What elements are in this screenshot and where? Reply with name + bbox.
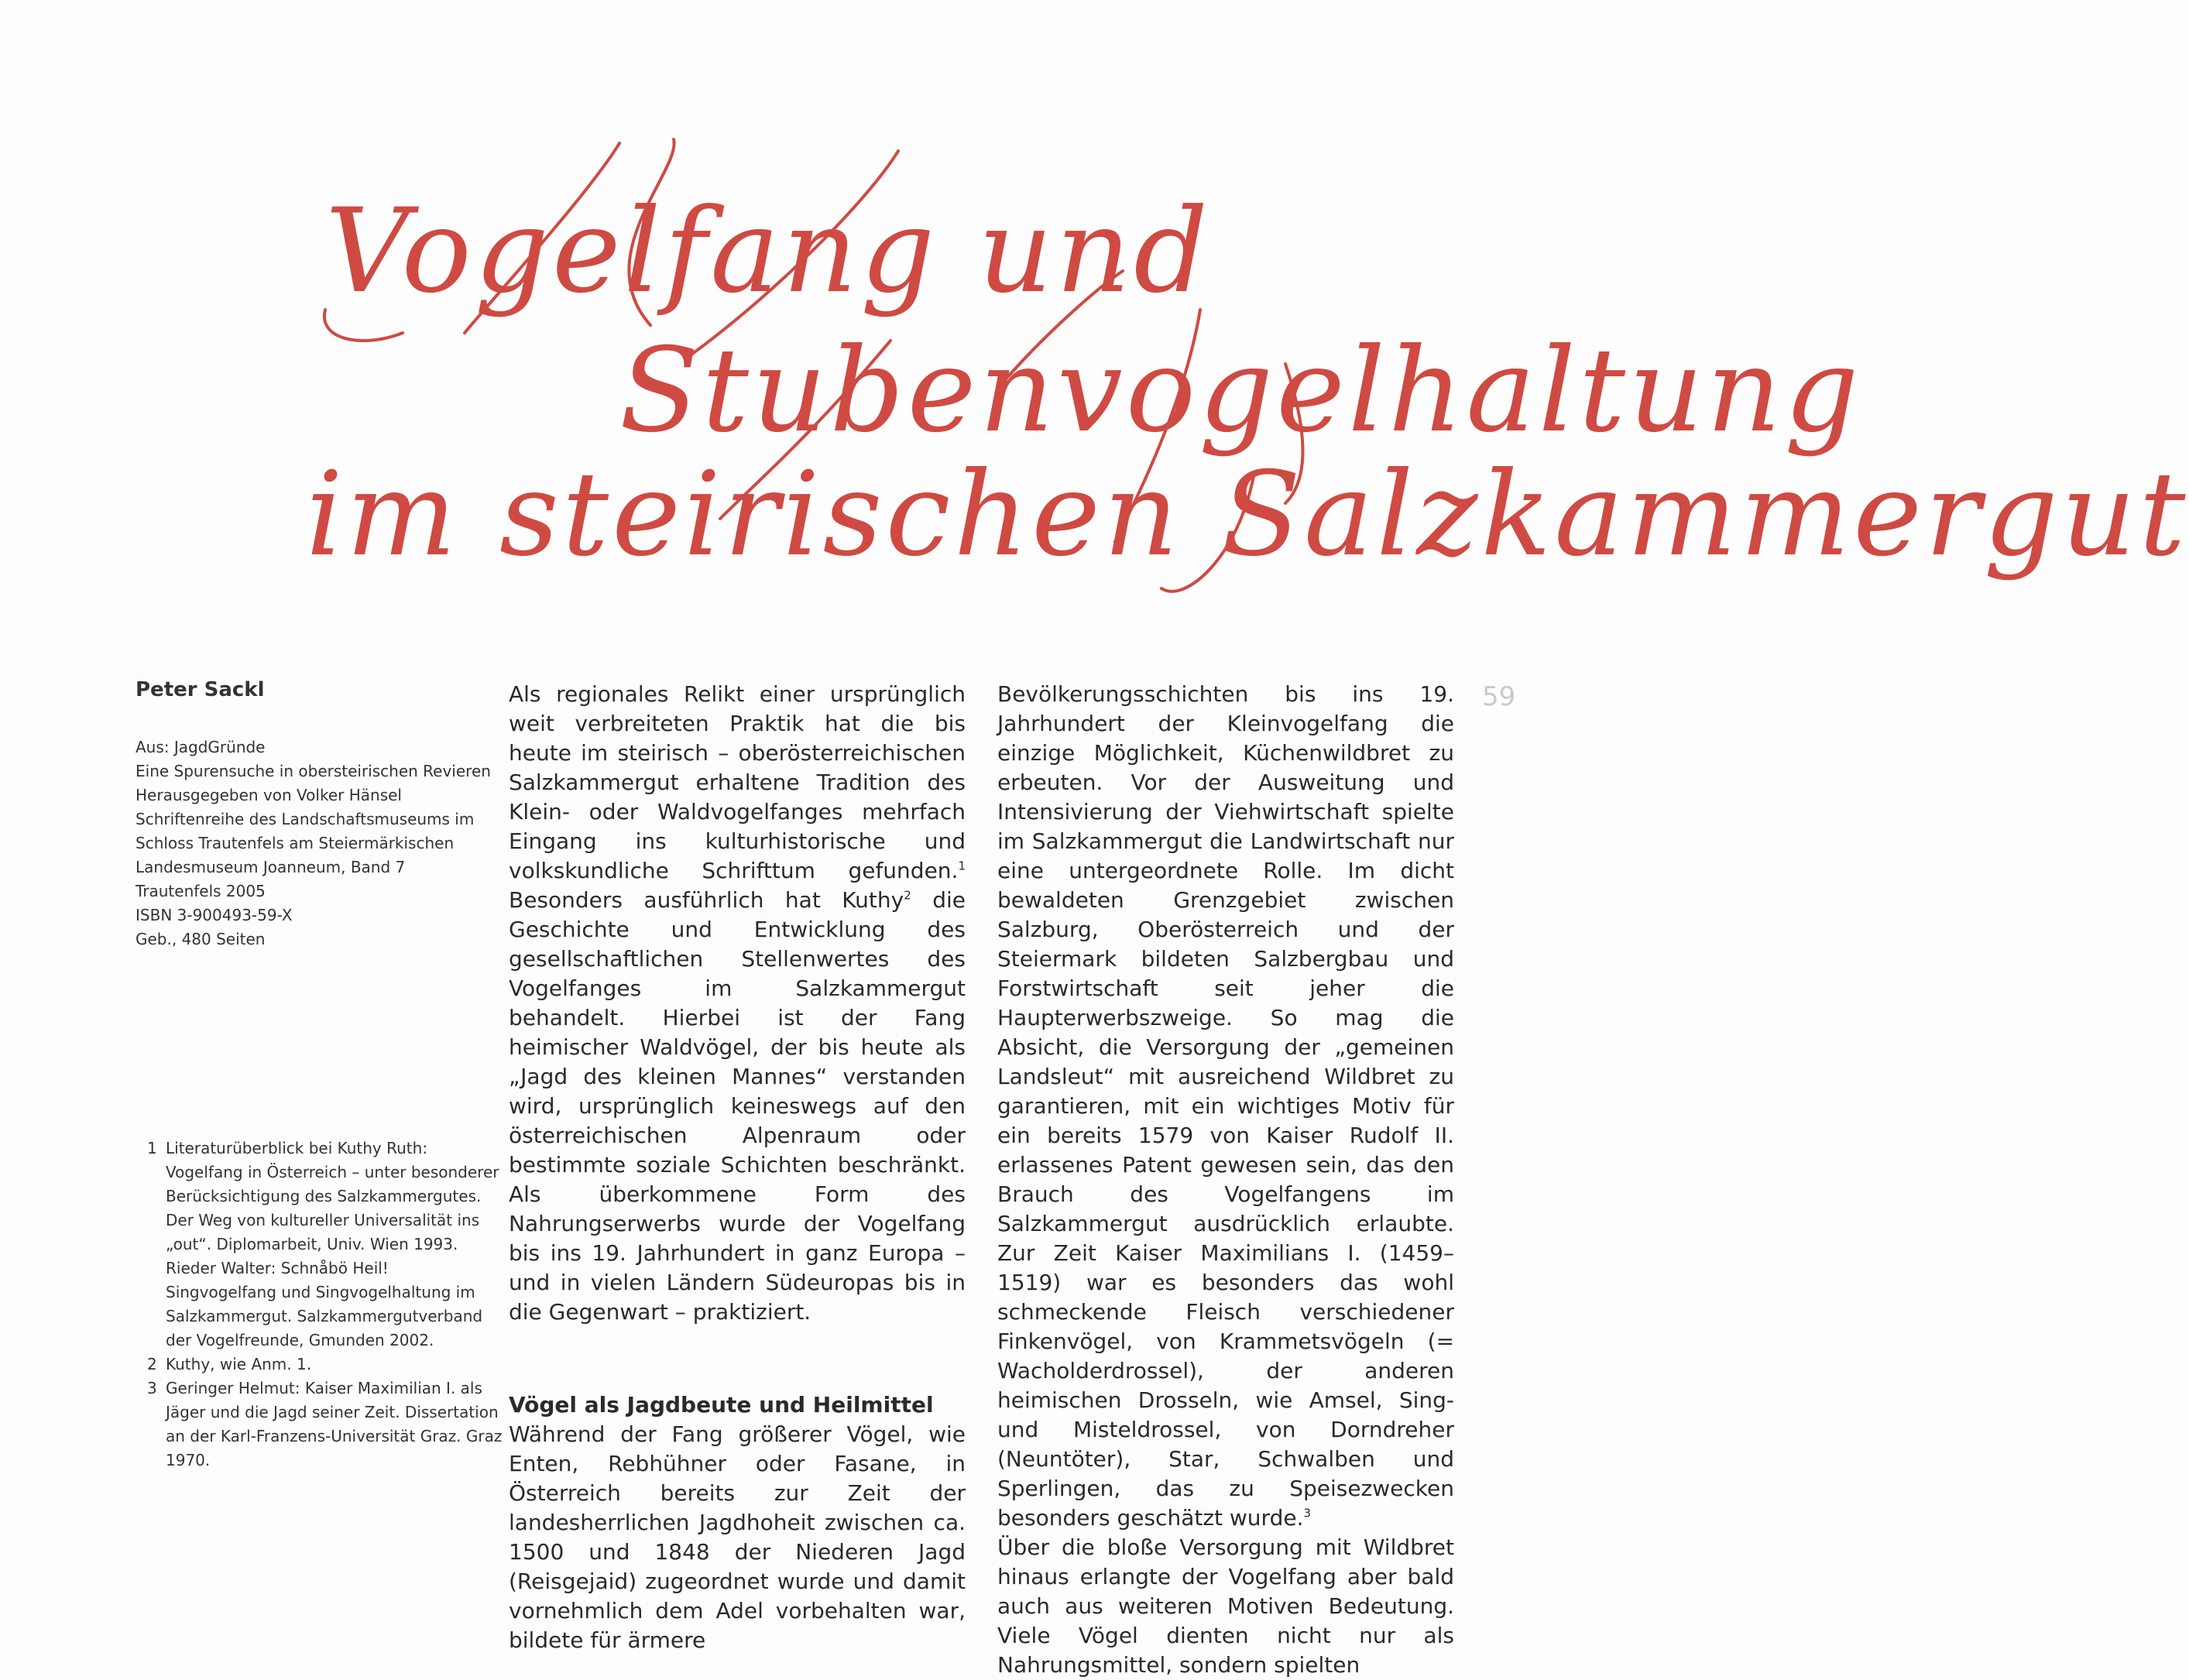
source-line: Herausgegeben von Volker Hänsel xyxy=(136,786,402,804)
title-line-1: Vogelfang und xyxy=(325,184,1212,319)
paragraph-text: die Geschichte und Entwicklung des gesellschaftlichen Stellenwertes des Vogelfanges im Salzkammergut behandelt. Hierbei ist der Fang heimischer Waldvögel, der bis heute als „Jagd des kleinen Mannes“ verstanden wird, ursprünglich keineswegs auf den österreichischen Alpenraum oder bestimmte soziale Schichten beschränkt. Als überkommene Form des Nahrungserwerbs wurde der Vogelfang bis ins 19. Jahrhundert in ganz Europa – und in vielen Ländern Südeuropas bis in die Gegenwart – praktiziert. xyxy=(509,887,966,1325)
footnote-number: 2 xyxy=(147,1355,157,1373)
footnote-ref: 1 xyxy=(958,859,966,873)
paragraph-text: Als regionales Relikt einer ursprünglich weit verbreiteten Praktik hat die bis heute im steirisch – oberösterreichischen Salzkammergut erhaltene Tradition des Klein- oder Waldvogelfanges mehrfach Eingang ins kulturhistorische und volkskundliche Schrifttum gefunden. xyxy=(509,681,966,883)
footnote xyxy=(147,1353,503,1377)
source-line: Geb., 480 Seiten xyxy=(136,930,266,948)
footnote-text: Literaturüberblick bei Kuthy Ruth: Vogelfang in Österreich – unter besonderer Berücksichtigung des Salzkammergutes. Der Weg von kultureller Universalität ins „out“. Diplomarbeit, Univ. Wien 1993. Rieder Walter: Schnåbö Heil! Singvogelfang und Singvogelhaltung im Salzkammergut. Salzkammergutverband der Vogelfreunde, Gmunden 2002. xyxy=(166,1139,499,1349)
source-line: Schloss Trautenfels am Steiermärkischen xyxy=(136,834,455,852)
body-paragraph: Über die bloße Versorgung mit Wildbret hinaus erlangte der Vogelfang aber bald auch aus weiteren Motiven Bedeutung. Viele Vögel dienten nicht nur als Nahrungsmittel, sondern spielten xyxy=(997,1534,1454,1678)
source-info xyxy=(136,735,492,951)
footnote-text: Kuthy, wie Anm. 1. xyxy=(166,1355,312,1373)
paragraph-text: Bevölkerungsschichten bis ins 19. Jahrhundert der Kleinvogelfang die einzige Möglichkeit, Küchenwildbret zu erbeuten. Vor der Ausweitung und Intensivierung der Viehwirtschaft spielte im Salzkammergut die Landwirtschaft nur eine untergeordnete Rolle. Im dicht bewaldeten Grenzgebiet zwischen Salzburg, Oberösterreich und der Steiermark bildeten Salzbergbau und Forstwirtschaft seit jeher die Haupterwerbszweige. So mag die Absicht, die Versorgung der „gemeinen Landsleut“ mit ausreichend Wildbret zu garantieren, mit ein wichtiges Motiv für ein bereits 1579 von Kaiser Rudolf II. erlassenes Patent gewesen sein, das den Brauch des Vogelfangens im Salzkammergut ausdrücklich erlaubte. Zur Zeit Kaiser Maximilians I. (1459–1519) war es besonders das wohl schmeckende Fleisch verschiedener Finkenvögel, von Krammetsvögeln (= Wacholderdrossel), der anderen heimischen Drosseln, wie Amsel, Sing- und Misteldrossel, von Dorndreher (Neuntöter), Star, Schwalben und Sperlingen, das zu Speisezwecken besonders geschätzt wurde. xyxy=(997,681,1454,1531)
section-heading: Vögel als Jagdbeute und Heilmittel xyxy=(509,1392,934,1418)
page-number: 59 xyxy=(1482,681,1516,712)
body-paragraph: Während der Fang größerer Vögel, wie Enten, Rebhühner oder Fasane, in Österreich bereits zur Zeit der landesherrlichen Jagdhoheit zwischen ca. 1500 und 1848 der Niederen Jagd (Reisgejaid) zugeordnet wurde und damit vornehmlich dem Adel vorbehalten war, bildete für ärmere xyxy=(509,1421,966,1653)
source-line: Trautenfels 2005 xyxy=(136,882,266,900)
title-line-2: Stubenvogelhaltung xyxy=(619,324,1862,458)
footnote-number: 3 xyxy=(147,1379,157,1397)
source-line: Landesmuseum Joanneum, Band 7 xyxy=(136,858,406,876)
body-paragraph xyxy=(997,680,1454,1533)
source-line: Schriftenreihe des Landschaftsmuseums im xyxy=(136,810,475,828)
source-line: ISBN 3-900493-59-X xyxy=(136,906,293,924)
footnote xyxy=(147,1377,503,1473)
footnotes xyxy=(147,1137,503,1473)
paragraph-text: Besonders ausführlich hat Kuthy xyxy=(509,887,904,913)
body-column-2 xyxy=(997,680,1454,1680)
footnote-text: Geringer Helmut: Kaiser Maximilian I. als Jäger und die Jagd seiner Zeit. Dissertation an der Karl-Franzens-Universität Graz. Graz 1970. xyxy=(166,1379,503,1469)
body-paragraph xyxy=(509,680,966,1327)
source-line: Aus: JagdGründe xyxy=(136,738,266,756)
author-name: Peter Sackl xyxy=(136,678,265,701)
footnote-number: 1 xyxy=(147,1139,157,1157)
footnote-ref: 2 xyxy=(904,888,911,903)
footnote-ref: 3 xyxy=(1303,1506,1312,1521)
title-line-3: im steirischen Salzkammergut xyxy=(306,447,2189,582)
body-column-1 xyxy=(509,680,966,1655)
footnote xyxy=(147,1137,503,1353)
source-line: Eine Spurensuche in obersteirischen Revieren xyxy=(136,762,491,780)
